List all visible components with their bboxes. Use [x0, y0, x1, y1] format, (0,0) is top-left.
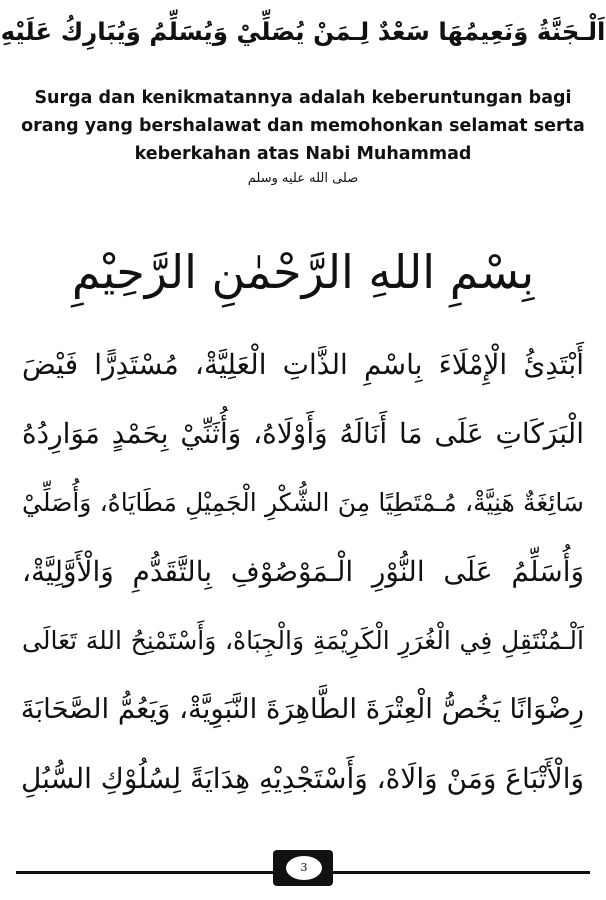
- body-line: رِضْوَانًا يَخُصُّ الْعِتْرَةَ الطَّاهِرَةَ النَّبَوِيَّةْ، وَيَعُمُّ الصَّحَابَةَ: [20, 693, 584, 725]
- body-line: سَائِغَةٌ هَنِيَّةْ، مُـمْتَطِيًا مِنَ الشُّكْرِ الْجَمِيْلِ مَطَايَاهُ، وَأُصَلِّيْ: [22, 488, 584, 517]
- header-translation: Surga dan kenikmatannya adalah keberuntungan bagi orang yang bershalawat dan memohonkan selamat serta keberkahan atas Nabi Muhammad: [21, 88, 585, 164]
- body-line: الْبَرَكَاتِ عَلَى مَا أَنَالَهُ وَأَوْلَاهُ، وَأُثَنِّيْ بِحَمْدٍ مَوَارِدُهُ: [22, 417, 584, 450]
- body-line: وَأُسَلِّمُ عَلَى النُّوْرِ الْـمَوْصُوْفِ بِالتَّقَدُّمِ وَالْأَوَّلِيَّةْ،: [22, 555, 584, 588]
- body-line: وَالْأَتْبَاعَ وَمَنْ وَالَاهْ، وَأَسْتَجْدِيْهِ هِدَايَةً لِسُلُوْكِ السُّبُلِ: [20, 762, 584, 795]
- basmala: بِسْمِ اللهِ الرَّحْمٰنِ الرَّحِيْمِ: [71, 245, 535, 299]
- body-text: [22, 330, 584, 813]
- header-arabic-title: اَلْـجَنَّةُ وَنَعِيمُهَا سَعْدٌ لِـمَنْ يُصَلِّيْ وَيُسَلِّمُ وَيُبَارِكُ عَلَيْهِ: [0, 17, 606, 46]
- body-line: اَلْـمُنْتَقِلِ فِي الْغُرَرِ الْكَرِيْمَةِ وَالْجِبَاهْ، وَأَسْتَمْنِحُ اللهَ تَعَالَى: [22, 626, 584, 655]
- body-line: أَبْتَدِئُ الْإِمْلَاءَ بِاسْمِ الذَّاتِ الْعَلِيَّةْ، مُسْتَدِرًّا فَيْضَ: [22, 348, 584, 381]
- salawat-text: صلى الله عليه وسلم: [247, 171, 359, 186]
- page-number: 3: [285, 855, 323, 881]
